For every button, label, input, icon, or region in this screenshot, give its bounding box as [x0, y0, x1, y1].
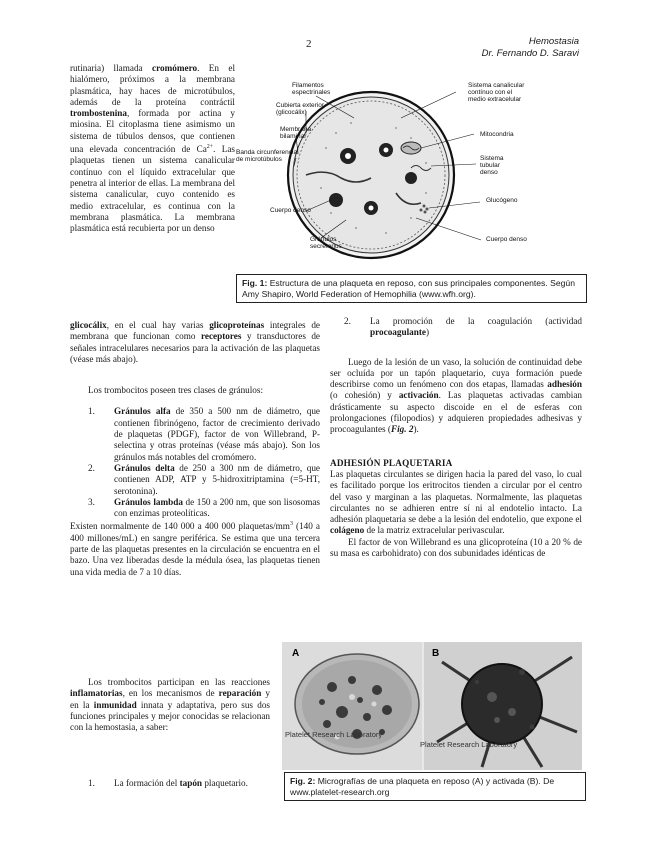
- page-header: [379, 36, 579, 60]
- granule-item-delta: [88, 463, 320, 497]
- paragraph-functions: Los trombocitos participan en las reacciones inflamatorias, en los mecanismos de reparación y en la inmunidad innata y adaptativa, pero sus dos funciones principales y mejor conocidas se relacionan con la hemostasia, a saber:: [70, 677, 271, 733]
- label-sistema-canalicular: Sistema canalicular contínuo con el medio extracelular: [468, 82, 525, 103]
- header-author: Dr. Fernando D. Saravi: [481, 48, 579, 59]
- section-title-adhesion: ADHESIÓN PLAQUETARIA: [330, 457, 453, 468]
- figure-1-caption-label: Fig. 1:: [242, 278, 268, 288]
- panel-label-b: B: [432, 648, 440, 659]
- watermark-b: Platelet Research Laboratory: [420, 740, 518, 749]
- label-mitocondria: Mitocondria: [480, 131, 514, 138]
- paragraph-von-willebrand: El factor de von Willebrand es una glicoproteína (10 a 20 % de su masa es carbohidrato) con dos subunidades idénticas de: [330, 536, 582, 559]
- label-cuerpo-denso-1: Cuerpo denso: [270, 207, 311, 214]
- figure-2-caption: [284, 772, 586, 801]
- granule-item-lambda: [88, 497, 320, 520]
- list-text: Gránulos lambda de 150 a 200 nm, que son lisosomas con enzimas proteolíticas.: [114, 496, 321, 519]
- paragraph-plug-formation: Luego de la lesión de un vaso, la solución de continuidad debe ser ocluída por un tapón plaquetario, cuya formación puede describirse como un fenómeno con dos etapas, llamadas adhesión (o cohesión) y activación. Las plaquetas activadas cambian drásticamente su aspecto discoide en el de esferas con prolongaciones (filopodios) y adquieren propiedades adhesivas y procoagulantes (Fig. 2).: [330, 356, 583, 435]
- label-banda: Banda circunferencial de microtúbulos: [236, 149, 299, 163]
- list-item: [344, 316, 582, 339]
- list-number: 3.: [88, 496, 95, 507]
- figure-2-micrographs: [282, 642, 582, 770]
- label-glucogeno: Glucógeno: [486, 197, 518, 204]
- figure-1-diagram: [236, 78, 581, 273]
- right-column: [330, 316, 582, 559]
- label-granulos: Gránulos secretorios: [310, 236, 342, 250]
- list-text: Gránulos alfa de 350 a 500 nm de diámetro, que contienen fibrinógeno, factor de crecimiento derivado de plaquetas (PDGF), factor de von Willebrand, P-selectina y otras proteínas (véase más abajo). Son los gránulos más notables del cromómero.: [114, 406, 320, 462]
- granule-item-alpha: [88, 406, 320, 462]
- label-cubierta: Cubierta exterior (glicocálix): [276, 102, 325, 116]
- label-filamentos: Filamentos espectrinales: [292, 82, 331, 96]
- list-number: 2.: [88, 462, 95, 473]
- label-sistema-tubular: Sistema tubular denso: [480, 155, 504, 176]
- platelet-micrographs: [282, 642, 582, 770]
- page-number: 2: [306, 38, 312, 50]
- left-narrow-text: [70, 63, 235, 235]
- list-number: 1.: [88, 778, 95, 788]
- figure-2-caption-text: Micrografías de una plaqueta en reposo (A) y activada (B). De www.platelet-research.org: [290, 776, 555, 797]
- label-cuerpo-denso-2: Cuerpo denso: [486, 236, 527, 243]
- function-list-1: [88, 778, 278, 789]
- function-item-1: [88, 778, 278, 789]
- list-text: La formación del tapón plaquetario.: [114, 778, 248, 788]
- figure-2-caption-label: Fig. 2:: [290, 776, 316, 786]
- left-column: [70, 320, 320, 578]
- list-text: La promoción de la coagulación (actividad procoagulante): [370, 316, 582, 338]
- paragraph-granule-classes: Los trombocitos poseen tres clases de gránulos:: [88, 385, 264, 396]
- watermark-a: Platelet Research Laboratory: [285, 730, 383, 739]
- paragraph-platelet-count: Existen normalmente de 140 000 a 400 000 plaquetas/$mm^3$ (140 a 400 millones/mL) en sangre periférica. Se estima que una tercera parte de las plaquetas presentes en la circulación se encuentra en el bazo. Una vez liberadas desde la médula ósea, las plaquetas tienen una vida media de 7 a 10 días.: [70, 521, 320, 577]
- paragraph-adhesion: Las plaquetas circulantes se dirigen hacia la pared del vaso, lo cual es facilitado porque los eritrocitos tienden a circular por el centro del vaso y marginan a las plaquetas. Normalmente, las plaquetas circulantes no se adhieren entre sí ni al endotelio intacto. La adhesión plaquetaria se debe a la lesión del endotelio, que expone el colágeno de la matriz extracelular perivascular.: [330, 468, 582, 536]
- function-list-2: [330, 316, 582, 339]
- left-functions-text: [70, 677, 270, 733]
- list-text: Gránulos delta de 250 a 300 nm de diámetro, que contienen ADP, ATP y 5-hidroxitriptamina (=5-HT, serotonina).: [114, 462, 320, 496]
- list-item: [88, 778, 278, 789]
- paragraph-glycocalyx: glicocálix, en el cual hay varias glicoproteínas integrales de membrana que funcionan como receptores y transductores de señales intracelulares necesarios para la activación de las plaquetas (véase más abajo).: [70, 320, 321, 364]
- list-number: 2.: [344, 316, 351, 326]
- panel-label-a: A: [292, 648, 300, 659]
- granule-list: [70, 406, 320, 519]
- label-membrana: Membrana bilaminar: [280, 126, 312, 140]
- figure-1-caption: [236, 274, 587, 303]
- platelet-structure-diagram: [236, 78, 581, 273]
- figure-1-caption-text: Estructura de una plaqueta en reposo, con sus principales componentes. Según Amy Shapiro, World Federation of Hemophilia (www.wfh.org).: [242, 278, 575, 299]
- header-title: Hemostasia: [528, 36, 579, 47]
- paragraph-platelet-structure: rutinaria) llamada cromómero. En el hialómero, próximos a la membrana plasmática, hay haces de microtúbulos, además de la proteína contráctil trombostenina, formada por actina y miosina. El citoplasma tiene asimismo un sistema de túbulos densos, que contienen una elevada concentración de $Ca^{2+}$. Las plaquetas tienen un sistema canalicular contínuo con el líquido extracelular que penetra al interior de ellas. La membrana del sistema canalicular, cuyo contenido es medio extracelular, es continua con la membrana plasmática. La membrana plasmática está recubierta por un denso: [70, 63, 236, 234]
- list-number: 1.: [88, 406, 95, 417]
